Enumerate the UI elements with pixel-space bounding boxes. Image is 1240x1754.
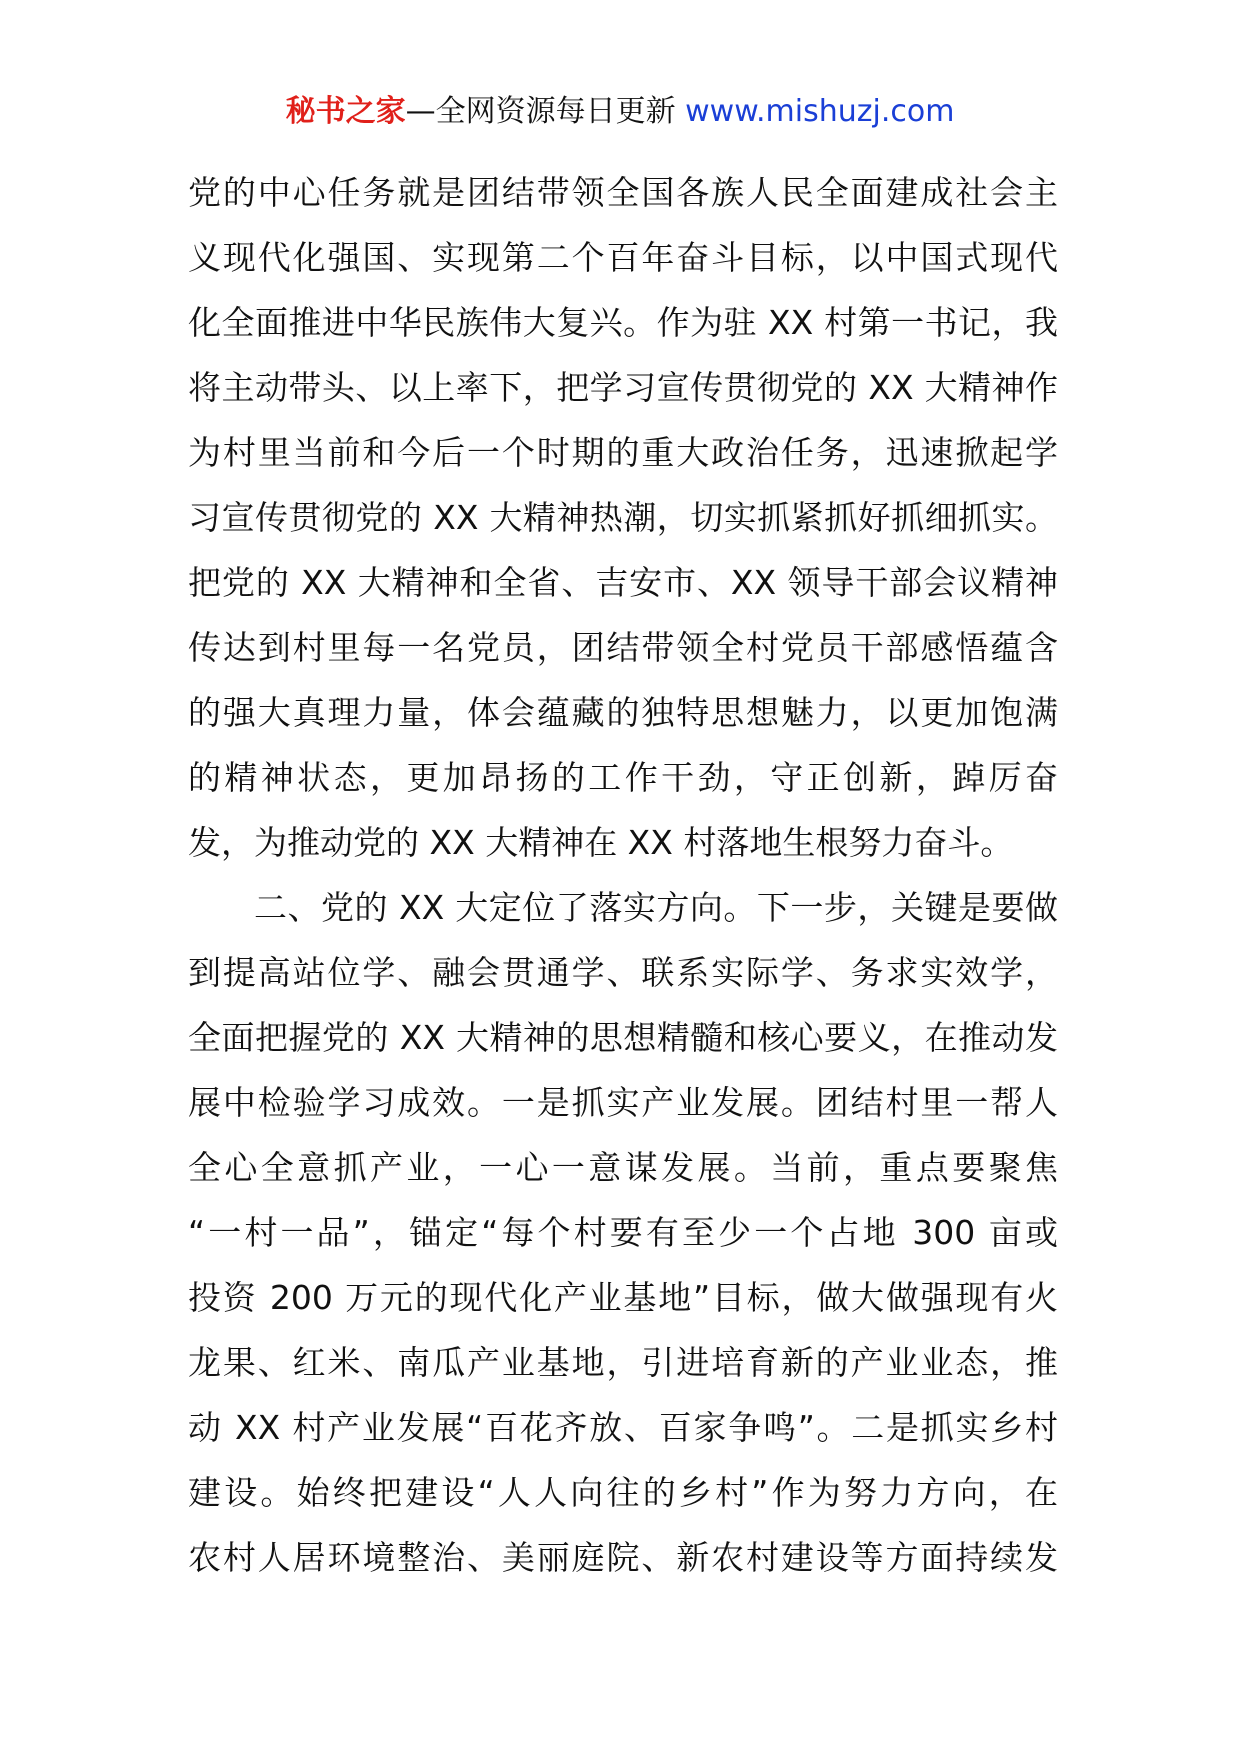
text-line: 的精神状态，更加昂扬的工作干劲，守正创新，踔厉奋	[188, 758, 1058, 797]
site-brand: 秘书之家	[285, 94, 406, 129]
text-line: 化全面推进中华民族伟大复兴。作为驻 XX 村第一书记，我	[188, 303, 1058, 342]
text-line: 习宣传贯彻党的 XX 大精神热潮，切实抓紧抓好抓细抓实。	[188, 498, 1058, 537]
text-line: 动 XX 村产业发展“百花齐放、百家争鸣”。二是抓实乡村	[188, 1408, 1058, 1447]
text-line: 全面把握党的 XX 大精神的思想精髓和核心要义，在推动发	[188, 1018, 1058, 1057]
text-line: 义现代化强国、实现第二个百年奋斗目标，以中国式现代	[188, 238, 1058, 277]
site-url-link[interactable]: www.mishuzj.com	[685, 94, 955, 129]
site-tagline: —全网资源每日更新	[405, 94, 676, 129]
text-line: 为村里当前和今后一个时期的重大政治任务，迅速掀起学	[188, 433, 1058, 472]
text-line: 龙果、红米、南瓜产业基地，引进培育新的产业业态，推	[188, 1343, 1058, 1382]
text-line: 投资 200 万元的现代化产业基地”目标，做大做强现有火	[188, 1278, 1058, 1317]
text-line: 党的中心任务就是团结带领全国各族人民全面建成社会主	[188, 173, 1058, 212]
paragraph-heading-line: 二、党的 XX 大定位了落实方向。下一步，关键是要做	[254, 888, 1058, 927]
text-line: 建设。始终把建设“人人向往的乡村”作为努力方向，在	[188, 1473, 1058, 1512]
text-line: 传达到村里每一名党员，团结带领全村党员干部感悟蕴含	[188, 628, 1058, 667]
text-line: 发，为推动党的 XX 大精神在 XX 村落地生根努力奋斗。	[188, 823, 1014, 862]
text-line: 农村人居环境整治、美丽庭院、新农村建设等方面持续发	[188, 1538, 1058, 1577]
text-line: 将主动带头、以上率下，把学习宣传贯彻党的 XX 大精神作	[188, 368, 1058, 407]
text-line: 到提高站位学、融会贯通学、联系实际学、务求实效学，	[188, 953, 1058, 992]
document-body	[188, 160, 1058, 1590]
text-line: 展中检验学习成效。一是抓实产业发展。团结村里一帮人	[188, 1083, 1058, 1122]
text-line: “一村一品”，锚定“每个村要有至少一个占地 300 亩或	[188, 1213, 1058, 1252]
site-header	[0, 92, 1240, 132]
text-line: 把党的 XX 大精神和全省、吉安市、XX 领导干部会议精神	[188, 563, 1058, 602]
text-line: 全心全意抓产业，一心一意谋发展。当前，重点要聚焦	[188, 1148, 1058, 1187]
text-line: 的强大真理力量，体会蕴藏的独特思想魅力，以更加饱满	[188, 693, 1058, 732]
